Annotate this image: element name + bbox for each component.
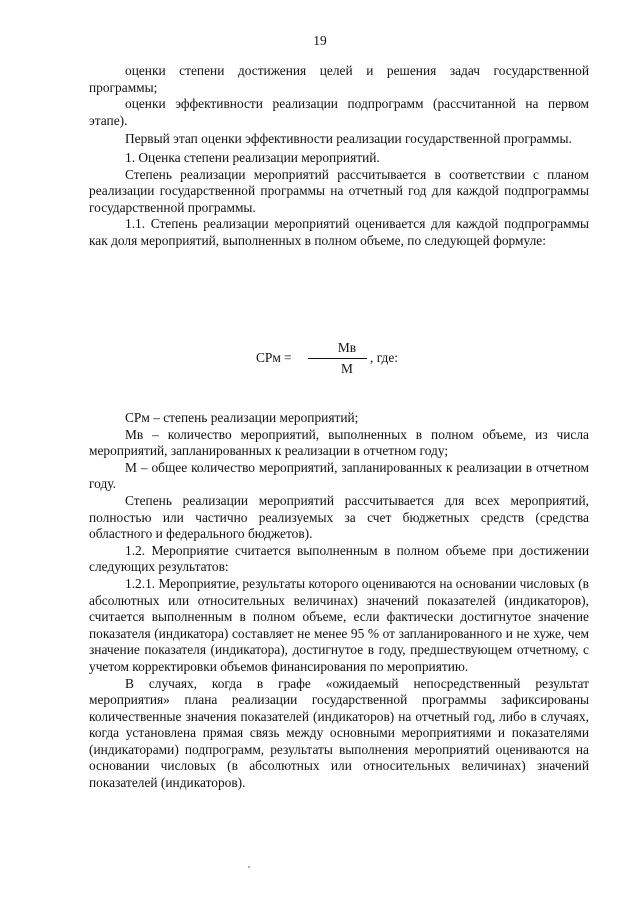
text-block-bottom — [89, 410, 589, 792]
formula-denominator: М — [341, 361, 353, 376]
formula-lhs: СРм — [256, 350, 281, 365]
paragraph-section-1-1: 1.1. Степень реализации мероприятий оценивается для каждой подпрограммы как доля мероприятий, выполненных в полном объеме, по следующей формуле: — [89, 216, 589, 248]
definition-srm: СРм – степень реализации мероприятий; — [125, 410, 359, 425]
text-block-top — [89, 63, 589, 250]
formula — [256, 340, 426, 380]
formula-numerator: Мв — [337, 340, 357, 355]
scan-speck — [248, 866, 250, 868]
paragraph-section-1: 1. Оценка степени реализации мероприятий. — [125, 149, 380, 165]
definition-mv: Мв – количество мероприятий, выполненных в полном объеме, из числа мероприятий, запланированных к реализации в отчетном году; — [89, 426, 589, 459]
page-number: 19 — [313, 33, 327, 48]
paragraph-budget-scope: Степень реализации мероприятий рассчитывается для всех мероприятий, полностью или частично реализуемых за счет бюджетных средств (средства областного и федерального бюджетов). — [89, 492, 589, 542]
definition-m: М – общее количество мероприятий, запланированных к реализации в отчетном году. — [89, 459, 589, 492]
paragraph-first-stage: Первый этап оценки эффективности реализации государственной программы. — [125, 131, 572, 147]
fraction-bar — [308, 358, 367, 359]
paragraph-subprogram-efficiency: оценки эффективности реализации подпрограмм (рассчитанной на первом этапе). — [89, 96, 589, 128]
paragraph-section-1-2-1: 1.2.1. Мероприятие, результаты которого оцениваются на основании числовых (в абсолютных или относительных величинах) значений показателей (индикаторов), считается выполненным в полном объеме, если фактически достигнутое значение показателя (индикатора) составляет не менее 95 % от запланированного и не хуже, чем значение показателя (индикатора), достигнутое в году, предшествующем отчетному, с учетом корректировки объемов финансирования по мероприятию. — [89, 575, 589, 674]
paragraph-cases: В случаях, когда в графе «ожидаемый непосредственный результат мероприятия» плана реализации государственной программы зафиксированы количественные значения показателей (индикаторов) на отчетный год, либо в случаях, когда установлена прямая связь между основными мероприятиями и показателями (индикаторами) подпрограмм, результаты выполнения мероприятий оцениваются на основании числовых (в абсолютных или относительных величинах) значений показателей (индикаторов). — [89, 675, 589, 791]
paragraph-goals: оценки степени достижения целей и решения задач государственной программы; — [89, 63, 589, 95]
paragraph-degree-calculation: Степень реализации мероприятий рассчитывается в соответствии с планом реализации государственной программы на отчетный год для каждой подпрограммы государственной программы. — [89, 166, 589, 215]
formula-tail: , где: — [370, 350, 398, 365]
paragraph-section-1-2: 1.2. Мероприятие считается выполненным в полном объеме при достижении следующих результатов: — [89, 542, 589, 575]
formula-equals: = — [284, 350, 292, 365]
